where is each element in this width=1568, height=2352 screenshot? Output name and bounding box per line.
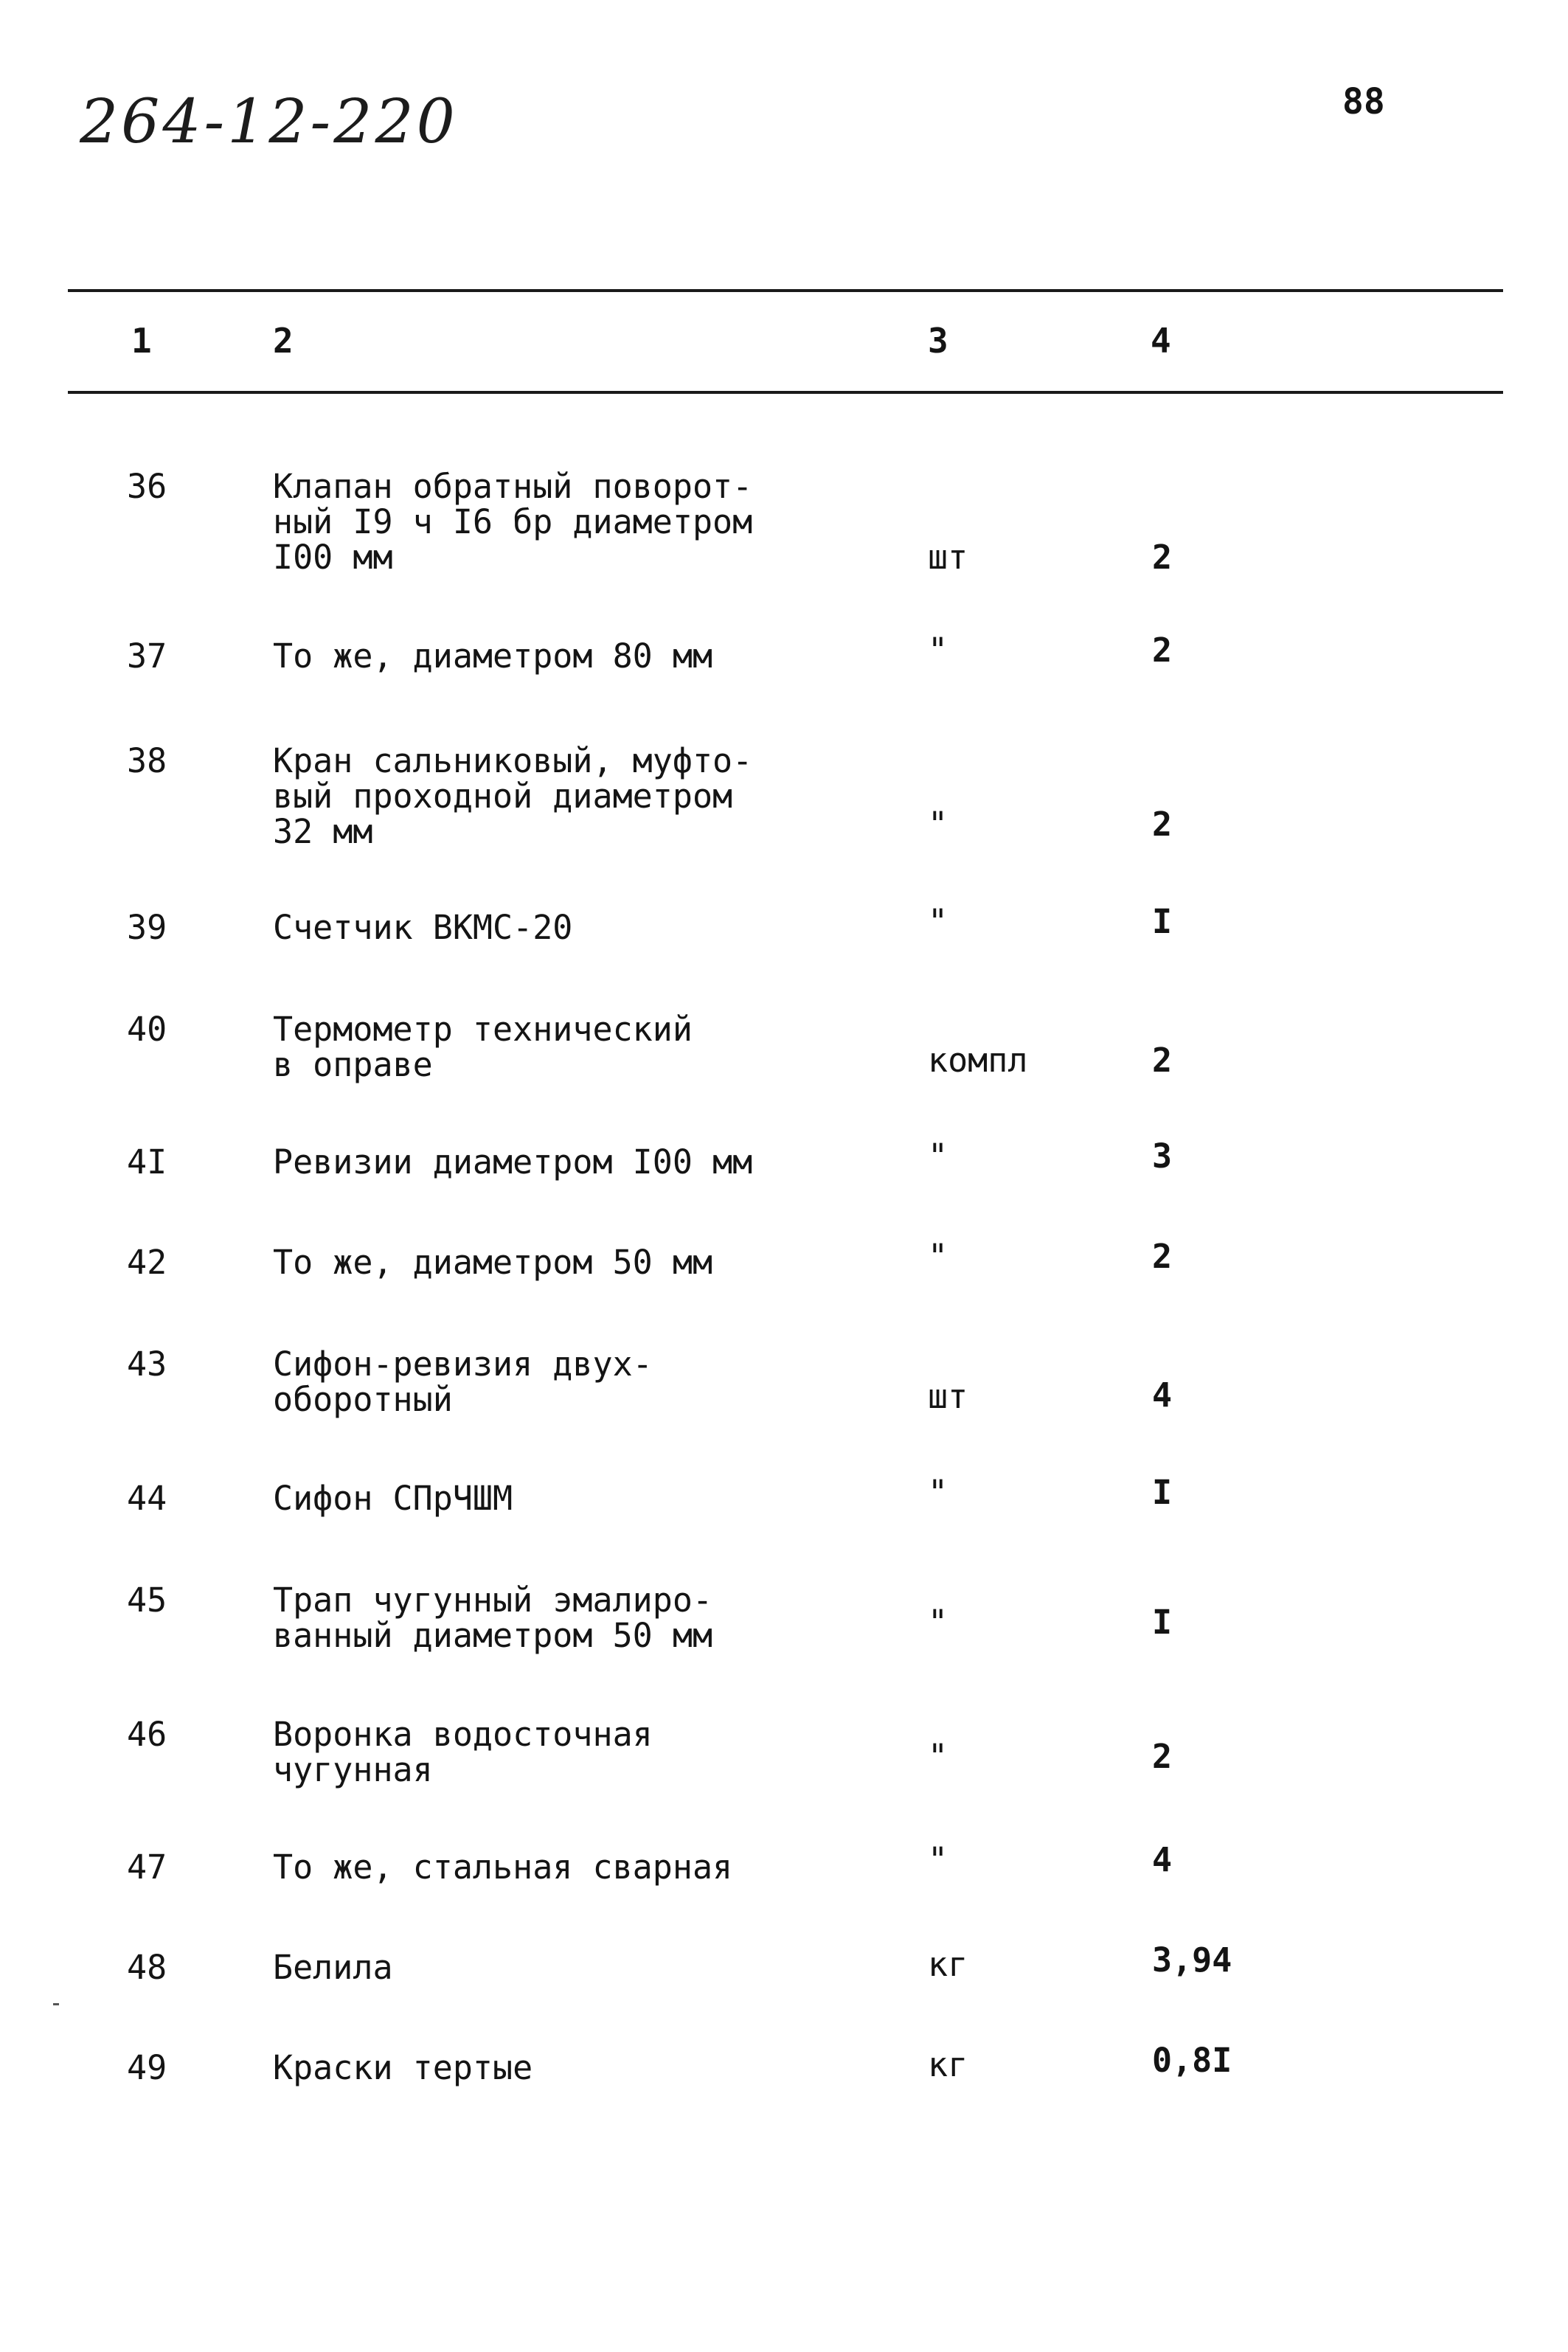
row-number: 48 xyxy=(127,1948,167,1987)
row-number: 40 xyxy=(127,1010,167,1049)
row-number: 45 xyxy=(127,1581,167,1620)
row-unit: " xyxy=(928,1603,948,1642)
row-number: 38 xyxy=(127,741,167,780)
row-quantity: 4 xyxy=(1152,1840,1173,1879)
row-description: То же, диаметром 50 мм xyxy=(273,1243,713,1282)
row-description: Счетчик ВКМС-20 xyxy=(273,908,573,947)
row-quantity: 2 xyxy=(1152,631,1173,670)
row-number: 37 xyxy=(127,636,167,676)
row-unit: " xyxy=(928,1840,948,1879)
row-quantity: 3,94 xyxy=(1152,1940,1232,1980)
table-header-col-4: 4 xyxy=(1151,321,1171,361)
row-unit: " xyxy=(928,805,948,844)
row-number: 36 xyxy=(127,467,167,506)
row-unit: шт xyxy=(928,1377,968,1416)
row-number: 42 xyxy=(127,1243,167,1282)
row-quantity: I xyxy=(1152,1473,1173,1512)
row-description: Сифон-ревизия двух- оборотный xyxy=(273,1345,653,1419)
document-code: 264-12-220 xyxy=(80,87,458,157)
row-unit: кг xyxy=(928,2045,968,2084)
row-number: 4I xyxy=(127,1142,167,1182)
row-unit: " xyxy=(928,1473,948,1512)
row-number: 46 xyxy=(127,1715,167,1754)
row-unit: " xyxy=(928,1137,948,1176)
row-unit: компл xyxy=(928,1041,1028,1080)
row-unit: " xyxy=(928,902,948,941)
row-quantity: 2 xyxy=(1152,1237,1173,1276)
row-quantity: 3 xyxy=(1152,1137,1173,1176)
row-description: Белила xyxy=(273,1948,393,1987)
row-quantity: 2 xyxy=(1152,538,1173,577)
row-number: 44 xyxy=(127,1479,167,1518)
row-unit: " xyxy=(928,1237,948,1276)
row-number: 47 xyxy=(127,1848,167,1887)
row-quantity: 2 xyxy=(1152,1041,1173,1080)
page-number: 88 xyxy=(1342,81,1385,122)
margin-mark xyxy=(53,2003,59,2005)
row-unit: " xyxy=(928,1737,948,1776)
row-description: Термометр технический в оправе xyxy=(273,1010,693,1084)
row-quantity: 2 xyxy=(1152,1737,1173,1776)
row-description: То же, диаметром 80 мм xyxy=(273,636,713,676)
table-header-rule xyxy=(68,391,1503,394)
row-description: Ревизии диаметром I00 мм xyxy=(273,1142,753,1182)
row-number: 43 xyxy=(127,1345,167,1384)
row-quantity: I xyxy=(1152,902,1173,941)
table-header-col-2: 2 xyxy=(273,321,294,361)
row-unit: " xyxy=(928,631,948,670)
row-number: 39 xyxy=(127,908,167,947)
row-quantity: 0,8I xyxy=(1152,2041,1232,2080)
row-description: Воронка водосточная чугунная xyxy=(273,1715,653,1789)
row-quantity: 2 xyxy=(1152,805,1173,844)
row-quantity: I xyxy=(1152,1603,1173,1642)
row-description: Клапан обратный поворот- ный I9 ч I6 бр диаметром I00 мм xyxy=(273,467,753,577)
row-description: То же, стальная сварная xyxy=(273,1848,733,1887)
row-number: 49 xyxy=(127,2048,167,2087)
row-unit: кг xyxy=(928,1945,968,1984)
row-description: Сифон СПрЧШМ xyxy=(273,1479,513,1518)
row-unit: шт xyxy=(928,538,968,577)
table-header-col-1: 1 xyxy=(131,321,152,361)
row-description: Кран сальниковый, муфто- вый проходной диаметром 32 мм xyxy=(273,741,753,851)
row-description: Трап чугунный эмалиро- ванный диаметром 50 мм xyxy=(273,1581,713,1655)
row-quantity: 4 xyxy=(1152,1376,1173,1415)
table-header-col-3: 3 xyxy=(928,321,948,361)
table-top-rule xyxy=(68,289,1503,292)
row-description: Краски тертые xyxy=(273,2048,533,2087)
